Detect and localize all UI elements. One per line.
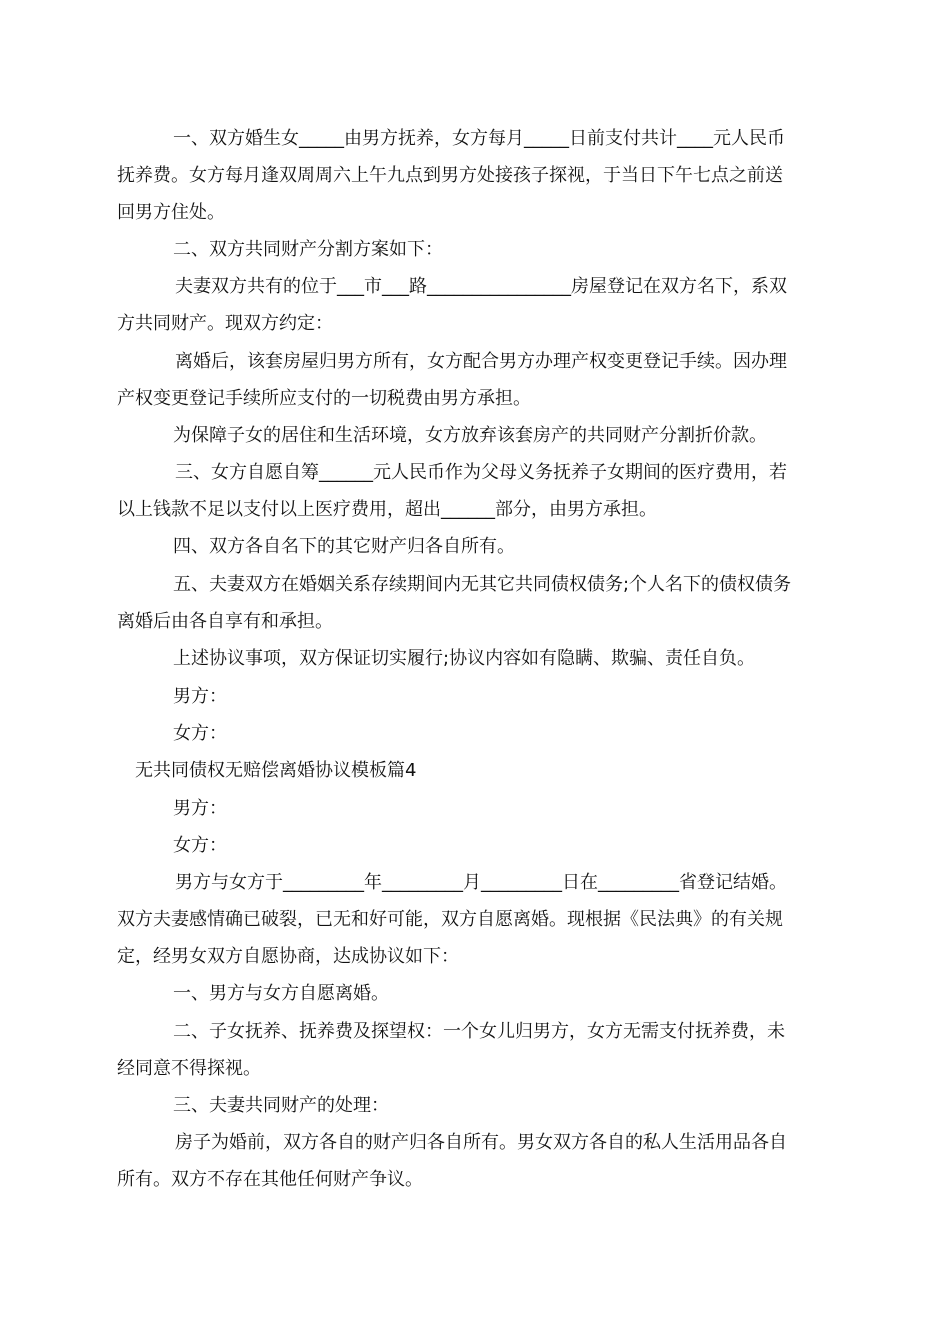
paragraph-line: 离婚后由各自享有和承担。 bbox=[117, 611, 333, 632]
paragraph-line: 双方夫妻感情确已破裂，已无和好可能，双方自愿离婚。现根据《民法典》的有关规 bbox=[117, 909, 783, 930]
paragraph-line: 以上钱款不足以支付以上医疗费用，超出______部分，由男方承担。 bbox=[117, 499, 657, 520]
paragraph-line: 所有。双方不存在其他任何财产争议。 bbox=[117, 1169, 423, 1190]
paragraph-line: 经同意不得探视。 bbox=[117, 1058, 261, 1079]
party-label-female: 女方： bbox=[173, 835, 227, 856]
paragraph-line: 五、夫妻双方在婚姻关系存续期间内无其它共同债权债务;个人名下的债权债务 bbox=[173, 574, 792, 595]
paragraph-line: 为保障子女的居住和生活环境，女方放弃该套房产的共同财产分割折价款。 bbox=[173, 425, 767, 446]
section-title: 无共同债权无赔偿离婚协议模板篇4 bbox=[135, 760, 417, 781]
signature-label-female: 女方： bbox=[173, 723, 227, 744]
paragraph-line: 回男方住处。 bbox=[117, 202, 225, 223]
paragraph-line: 一、男方与女方自愿离婚。 bbox=[173, 983, 389, 1004]
paragraph-line: 一、双方婚生女_____由男方抚养，女方每月_____日前支付共计____元人民币 bbox=[173, 128, 785, 149]
paragraph-line: 三、夫妻共同财产的处理： bbox=[173, 1095, 389, 1116]
paragraph-line: 二、双方共同财产分割方案如下： bbox=[173, 239, 443, 260]
paragraph-line: 男方与女方于_________年_________月_________日在_________省登记结婚。 bbox=[175, 872, 787, 893]
paragraph-line: 四、双方各自名下的其它财产归各自所有。 bbox=[173, 536, 515, 557]
paragraph-line: 离婚后，该套房屋归男方所有，女方配合男方办理产权变更登记手续。因办理 bbox=[175, 351, 787, 372]
paragraph-line: 三、女方自愿自筹______元人民币作为父母义务抚养子女期间的医疗费用，若 bbox=[175, 462, 787, 483]
paragraph-line: 产权变更登记手续所应支付的一切税费由男方承担。 bbox=[117, 388, 531, 409]
paragraph-line: 夫妻双方共有的位于___市___路________________房屋登记在双方名下，系双 bbox=[175, 276, 787, 297]
signature-label-male: 男方： bbox=[173, 686, 227, 707]
paragraph-line: 抚养费。女方每月逢双周周六上午九点到男方处接孩子探视，于当日下午七点之前送 bbox=[117, 165, 783, 186]
paragraph-line: 定，经男女双方自愿协商，达成协议如下： bbox=[117, 946, 459, 967]
paragraph-line: 二、子女抚养、抚养费及探望权：一个女儿归男方，女方无需支付抚养费，未 bbox=[173, 1021, 785, 1042]
paragraph-line: 房子为婚前，双方各自的财产归各自所有。男女双方各自的私人生活用品各自 bbox=[175, 1132, 787, 1153]
paragraph-line: 上述协议事项，双方保证切实履行;协议内容如有隐瞒、欺骗、责任自负。 bbox=[173, 648, 756, 669]
party-label-male: 男方： bbox=[173, 798, 227, 819]
paragraph-line: 方共同财产。现双方约定： bbox=[117, 313, 333, 334]
